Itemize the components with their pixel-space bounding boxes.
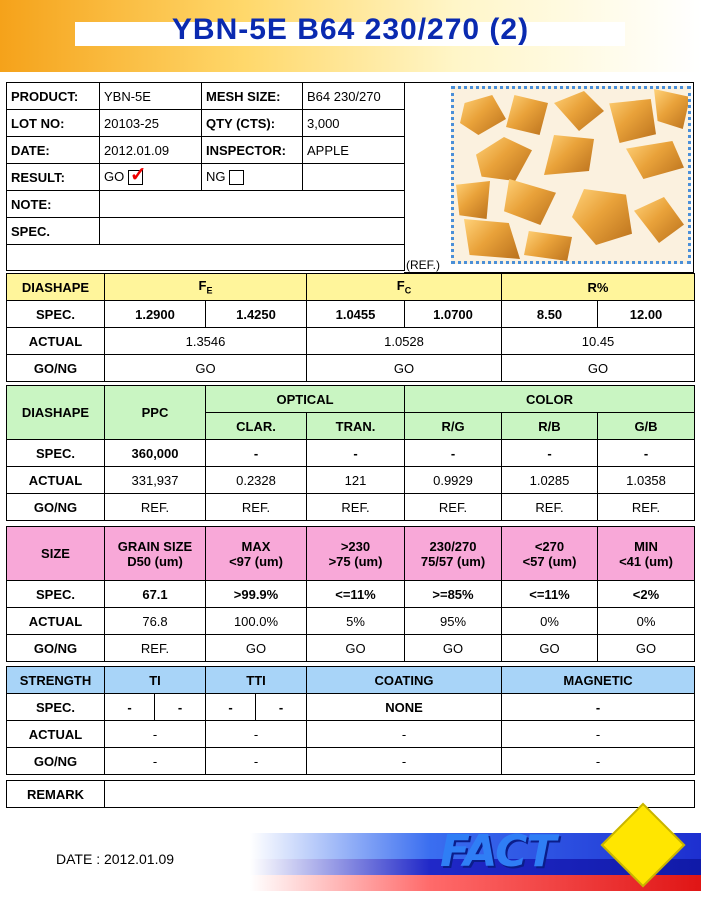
actual-cell: 95% (405, 608, 502, 635)
fc-header: $F_C$ (307, 274, 502, 301)
min-header: MIN <41 (um) (598, 527, 695, 581)
gong-cell: REF. (105, 635, 206, 662)
optical-header: OPTICAL (206, 386, 405, 413)
row-label: ACTUAL (7, 608, 105, 635)
spec-cell: - (105, 694, 155, 721)
product-value: YBN-5E (100, 83, 202, 110)
remark-table (6, 780, 695, 808)
row-label: SPEC. (7, 301, 105, 328)
row-label: SPEC. (7, 581, 105, 608)
result-label: RESULT: (7, 164, 100, 191)
actual-cell: - (502, 721, 695, 748)
spec-cell: <=11% (502, 581, 598, 608)
actual-cell: 0.2328 (206, 467, 307, 494)
check-mark-icon: ✓ (129, 164, 147, 187)
spec-cell: - (307, 440, 405, 467)
info-table (6, 82, 405, 271)
spec-label: SPEC. (7, 218, 100, 245)
footer-date: DATE : 2012.01.09 (56, 851, 175, 867)
ng-label: NG (206, 168, 226, 184)
size-table (6, 526, 695, 662)
diashape-f-table (6, 273, 695, 382)
spec-cell: 1.4250 (206, 301, 307, 328)
actual-cell: 331,937 (105, 467, 206, 494)
spec-cell: - (502, 440, 598, 467)
gb-header: G/B (598, 413, 695, 440)
page-title: YBN-5E B64 230/270 (2) (171, 13, 530, 46)
remark-label: REMARK (7, 781, 105, 808)
actual-cell: 0% (598, 608, 695, 635)
row-label: GO/NG (7, 494, 105, 521)
grain-size-header: GRAIN SIZE D50 (um) (105, 527, 206, 581)
gong-cell: - (502, 748, 695, 775)
diashape-optical-color-table (6, 385, 695, 521)
row-label: ACTUAL (7, 328, 105, 355)
actual-cell: - (105, 721, 206, 748)
spec-cell: <=11% (307, 581, 405, 608)
gong-cell: GO (502, 355, 695, 382)
inspector-label: INSPECTOR: (202, 137, 303, 164)
crystal-photo (451, 86, 691, 264)
actual-cell: 1.3546 (105, 328, 307, 355)
strength-table (6, 666, 695, 775)
result-go (100, 164, 202, 191)
gong-cell: REF. (502, 494, 598, 521)
s1-diashape-header: DIASHAPE (7, 274, 105, 301)
fe-header: $F_E$ (105, 274, 307, 301)
tti-header: TTI (206, 667, 307, 694)
actual-cell: 0.9929 (405, 467, 502, 494)
gong-cell: - (206, 748, 307, 775)
lot-label: LOT NO: (7, 110, 100, 137)
date-label: DATE: (7, 137, 100, 164)
under-270-header: <270 <57 (um) (502, 527, 598, 581)
remark-value (105, 781, 695, 808)
go-checkbox[interactable] (128, 164, 147, 187)
date-value: 2012.01.09 (100, 137, 202, 164)
actual-cell: 10.45 (502, 328, 695, 355)
row-label: GO/NG (7, 355, 105, 382)
gong-cell: REF. (307, 494, 405, 521)
row-label: ACTUAL (7, 467, 105, 494)
mesh-value: B64 230/270 (303, 83, 405, 110)
spec-cell: - (155, 694, 206, 721)
s2-diashape-header: DIASHAPE (7, 386, 105, 440)
gong-cell: GO (206, 635, 307, 662)
product-label: PRODUCT: (7, 83, 100, 110)
gong-cell: GO (502, 635, 598, 662)
spec-value (100, 218, 405, 245)
gong-cell: - (105, 748, 206, 775)
actual-cell: 0% (502, 608, 598, 635)
row-label: SPEC. (7, 694, 105, 721)
lot-value: 20103-25 (100, 110, 202, 137)
clar-header: CLAR. (206, 413, 307, 440)
spec-cell: 1.0700 (405, 301, 502, 328)
note-value (100, 191, 405, 218)
spec-cell: - (256, 694, 307, 721)
spec-cell: 67.1 (105, 581, 206, 608)
over-230-header: >230 >75 (um) (307, 527, 405, 581)
spec-cell: - (598, 440, 695, 467)
actual-cell: - (307, 721, 502, 748)
ti-header: TI (105, 667, 206, 694)
coating-header: COATING (307, 667, 502, 694)
gong-cell: GO (307, 635, 405, 662)
spec-cell: 360,000 (105, 440, 206, 467)
qty-label: QTY (CTS): (202, 110, 303, 137)
gong-cell: GO (598, 635, 695, 662)
strength-header: STRENGTH (7, 667, 105, 694)
actual-cell: 1.0358 (598, 467, 695, 494)
row-label: ACTUAL (7, 721, 105, 748)
spec-cell: <2% (598, 581, 695, 608)
actual-cell: 76.8 (105, 608, 206, 635)
spec-cell: NONE (307, 694, 502, 721)
size-header: SIZE (7, 527, 105, 581)
fact-logo: FACT (440, 826, 556, 877)
rb-header: R/B (502, 413, 598, 440)
spec-cell: - (405, 440, 502, 467)
range-230-270-header: 230/270 75/57 (um) (405, 527, 502, 581)
ng-checkbox[interactable] (229, 170, 244, 185)
spec-cell: 1.0455 (307, 301, 405, 328)
row-label: GO/NG (7, 635, 105, 662)
spec-cell: 12.00 (598, 301, 695, 328)
gong-cell: REF. (105, 494, 206, 521)
mesh-label: MESH SIZE: (202, 83, 303, 110)
spec-cell: - (206, 440, 307, 467)
spec-cell: - (502, 694, 695, 721)
spec-cell: 8.50 (502, 301, 598, 328)
gong-cell: REF. (206, 494, 307, 521)
color-header: COLOR (405, 386, 695, 413)
gong-cell: GO (307, 355, 502, 382)
actual-cell: 1.0528 (307, 328, 502, 355)
gong-cell: - (307, 748, 502, 775)
magnetic-header: MAGNETIC (502, 667, 695, 694)
actual-cell: 121 (307, 467, 405, 494)
inspector-value: APPLE (303, 137, 405, 164)
gong-cell: REF. (598, 494, 695, 521)
spec-cell: 1.2900 (105, 301, 206, 328)
photo-ref-label: (REF.) (406, 258, 440, 272)
spec-cell: - (206, 694, 256, 721)
qty-value: 3,000 (303, 110, 405, 137)
actual-cell: 5% (307, 608, 405, 635)
result-ng (202, 164, 303, 191)
note-label: NOTE: (7, 191, 100, 218)
actual-cell: - (206, 721, 307, 748)
spec-cell: >=85% (405, 581, 502, 608)
ppc-header: PPC (105, 386, 206, 440)
gong-cell: GO (405, 635, 502, 662)
row-label: SPEC. (7, 440, 105, 467)
gong-cell: GO (105, 355, 307, 382)
gong-cell: REF. (405, 494, 502, 521)
actual-cell: 1.0285 (502, 467, 598, 494)
go-label: GO (104, 168, 125, 184)
rg-header: R/G (405, 413, 502, 440)
row-label: GO/NG (7, 748, 105, 775)
spec-cell: >99.9% (206, 581, 307, 608)
max-header: MAX <97 (um) (206, 527, 307, 581)
actual-cell: 100.0% (206, 608, 307, 635)
r-percent-header: R% (502, 274, 695, 301)
tran-header: TRAN. (307, 413, 405, 440)
